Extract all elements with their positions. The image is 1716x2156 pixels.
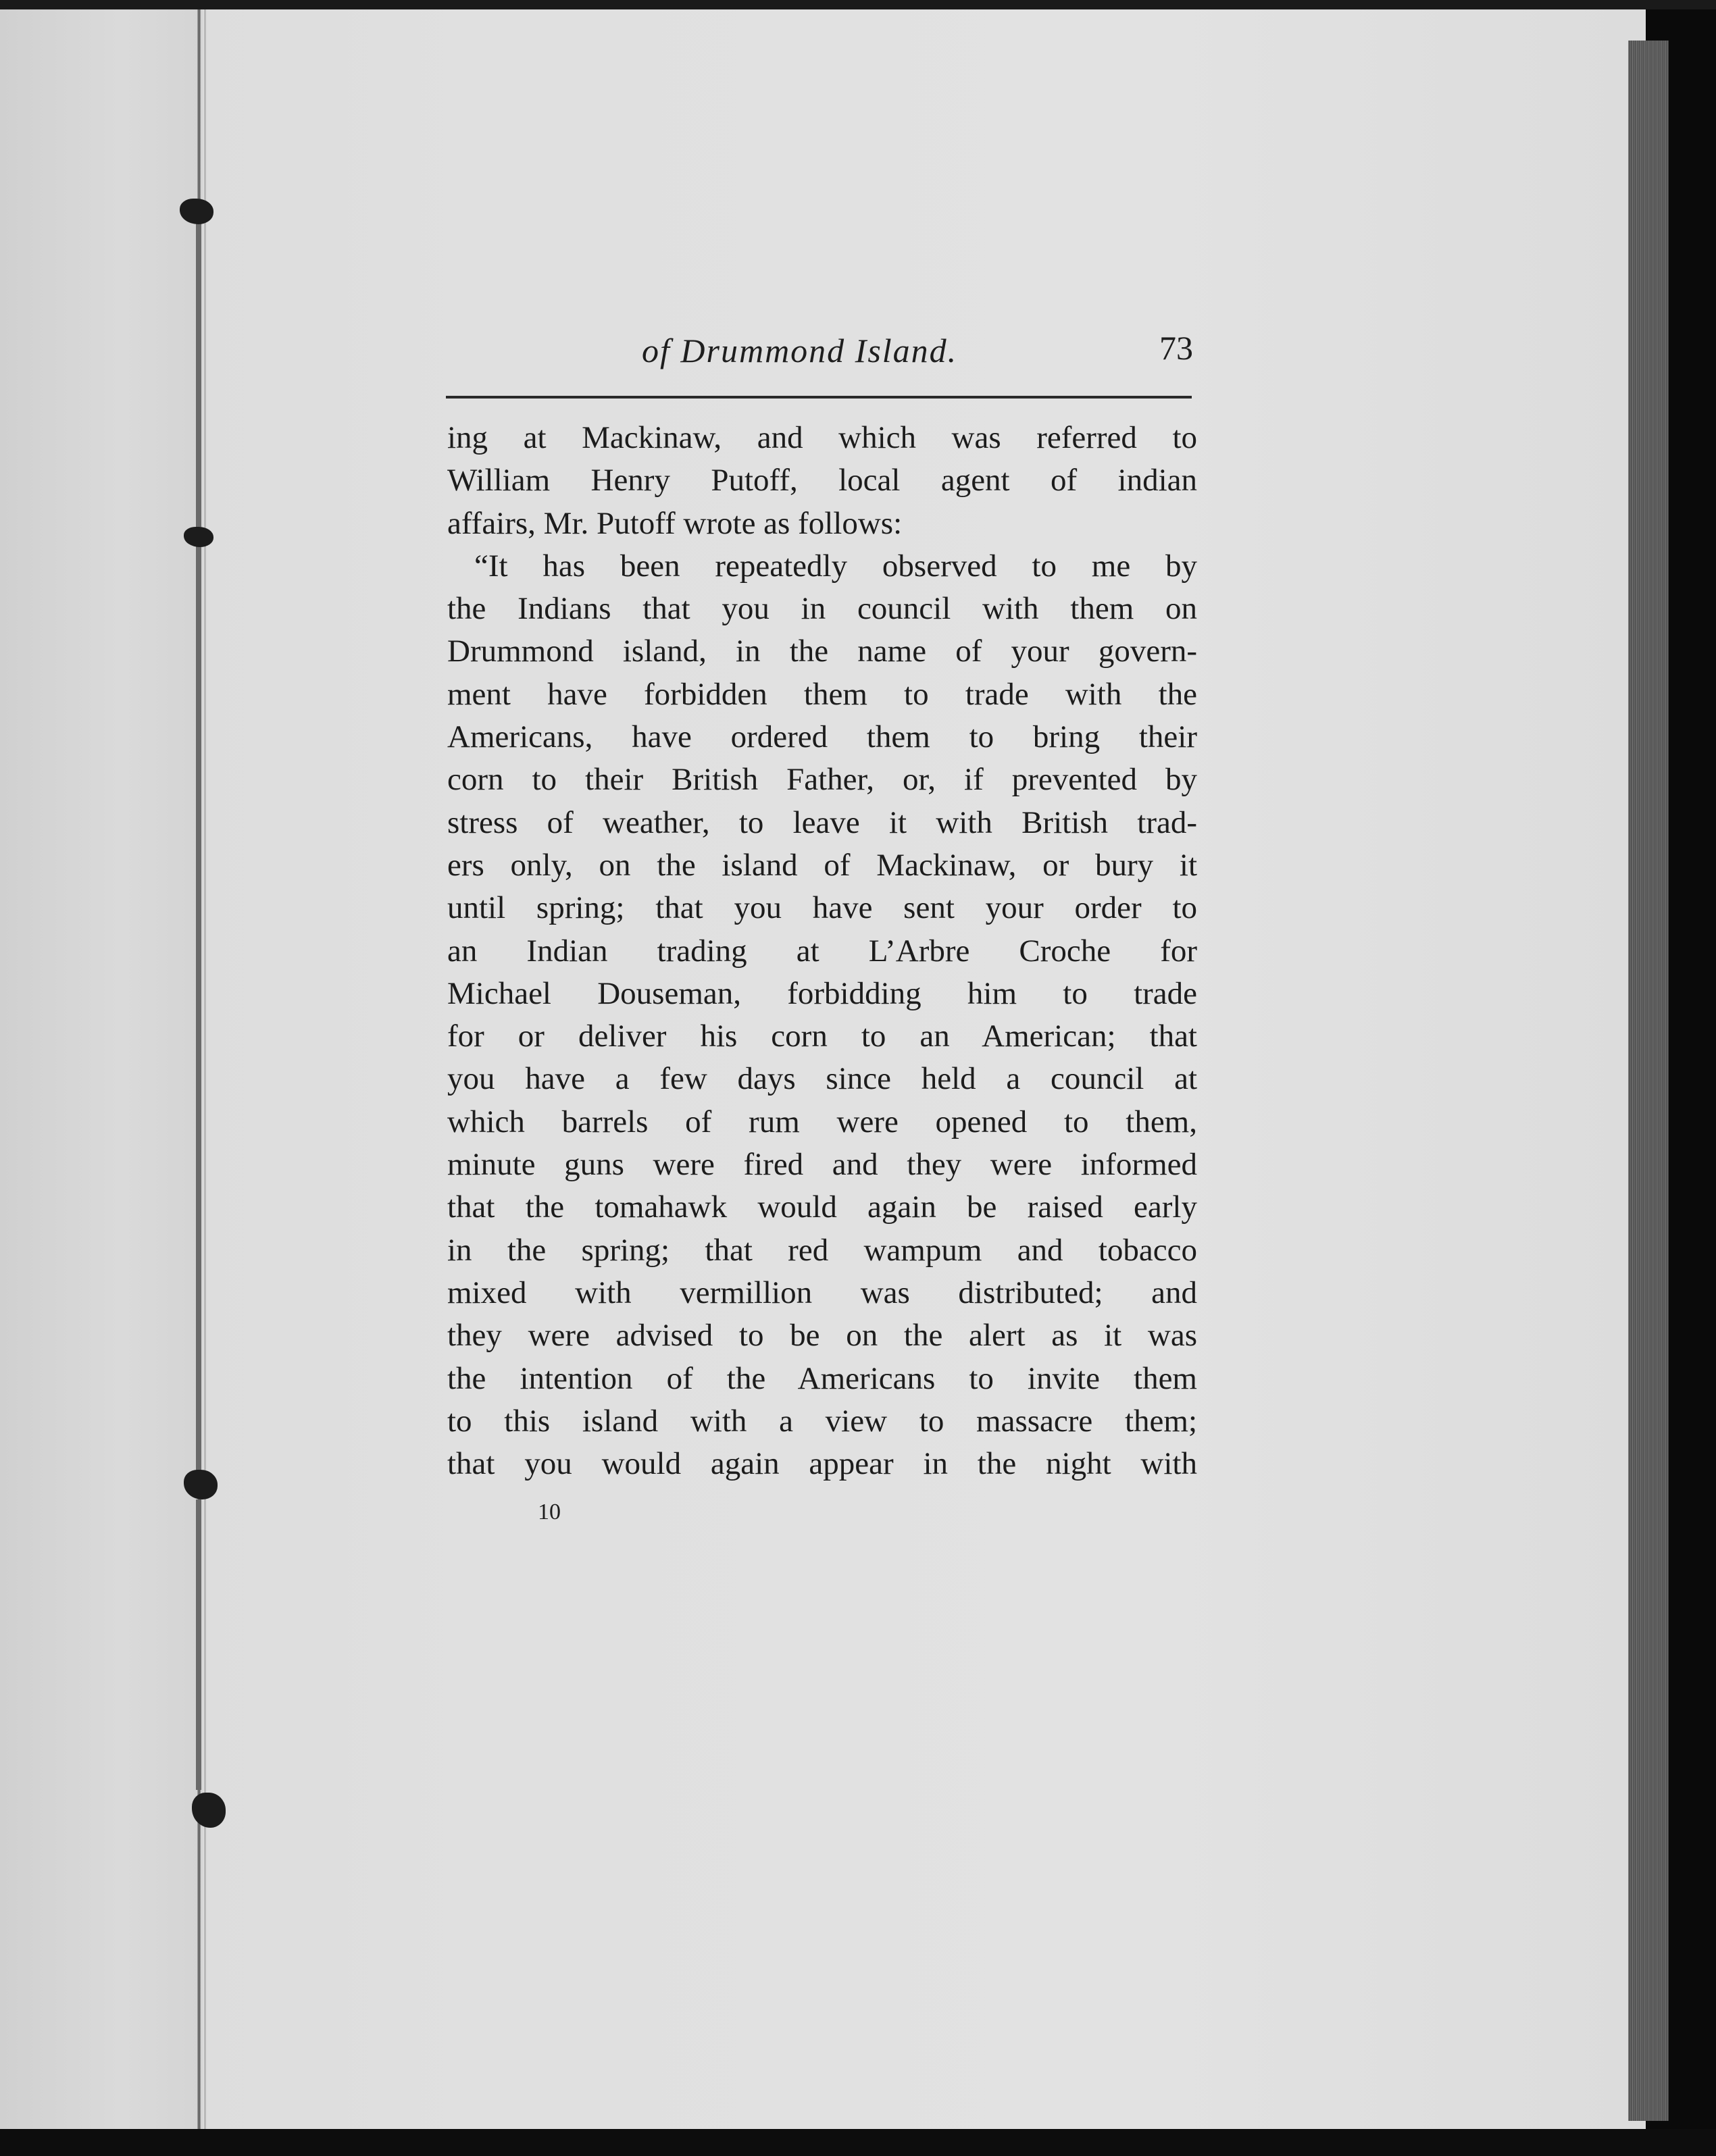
text-line: the Indians that you in council with them on — [447, 591, 1197, 627]
text-line: that the tomahawk would again be raised early — [447, 1189, 1197, 1225]
text-line: corn to their British Father, or, if prevented by — [447, 762, 1197, 798]
page-number: 73 — [1159, 329, 1193, 367]
text-line: Americans, have ordered them to bring their — [447, 719, 1197, 755]
scan-bottom-border — [0, 2129, 1716, 2156]
text-line: minute guns were fired and they were informed — [447, 1147, 1197, 1183]
text-line: an Indian trading at L’Arbre Croche for — [447, 933, 1197, 969]
page-stack-edges — [1628, 41, 1669, 2121]
binding-thread — [196, 540, 201, 1472]
text-line: until spring; that you have sent your order to — [447, 890, 1197, 926]
text-line: Drummond island, in the name of your govern- — [447, 634, 1197, 669]
body-text — [447, 417, 1197, 1485]
binding-knot-icon — [184, 527, 213, 547]
text-line: which barrels of rum were opened to them, — [447, 1104, 1197, 1139]
text-line: ment have forbidden them to trade with the — [447, 676, 1197, 712]
signature-mark: 10 — [538, 1499, 561, 1524]
binding-thread — [196, 1499, 201, 1790]
page-header — [446, 331, 1196, 378]
text-line: ing at Mackinaw, and which was referred to — [447, 420, 1197, 455]
text-line: the intention of the Americans to invite them — [447, 1360, 1197, 1396]
text-line: affairs, Mr. Putoff wrote as follows: — [447, 505, 903, 541]
page-gutter — [0, 9, 203, 2129]
header-rule — [446, 396, 1192, 399]
text-line: Michael Douseman, forbidding him to trade — [447, 975, 1197, 1011]
text-line: for or deliver his corn to an American; that — [447, 1019, 1197, 1054]
text-line: “It has been repeatedly observed to me by — [474, 548, 1197, 584]
text-line: stress of weather, to leave it with British trad- — [447, 804, 1197, 840]
text-line: you have a few days since held a council at — [447, 1061, 1197, 1097]
text-line: William Henry Putoff, local agent of indian — [447, 463, 1197, 498]
text-line: mixed with vermillion was distributed; and — [447, 1275, 1197, 1310]
binding-thread — [196, 223, 201, 527]
text-line: in the spring; that red wampum and tobacco — [447, 1232, 1197, 1268]
text-line: ers only, on the island of Mackinaw, or bury it — [447, 847, 1197, 883]
text-line: that you would again appear in the night with — [447, 1446, 1197, 1482]
running-head: of Drummond Island. — [642, 332, 958, 369]
text-line: to this island with a view to massacre them; — [447, 1403, 1197, 1439]
text-line: they were advised to be on the alert as it was — [447, 1318, 1197, 1354]
